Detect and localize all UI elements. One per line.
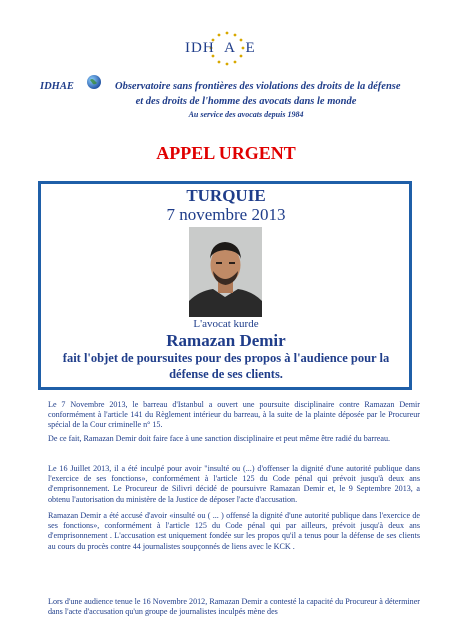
- idhae-logo: [180, 30, 275, 68]
- header-tagline: Au service des avocats depuis 1984: [188, 110, 304, 119]
- paragraph-1: Le 7 Novembre 2013, le barreau d'Istanbul a ouvert une poursuite disciplinaire contre Ramazan Demir conformément à l'article 141 du Règlement intérieur du barreau, à la suite de la plainte déposée par le Procureur spécial de la Cour criminelle n° 15.: [48, 400, 420, 430]
- paragraph-2: De ce fait, Ramazan Demir doit faire face à une sanction disciplinaire et peut même être radié du barreau.: [48, 434, 391, 443]
- header-line-2: et des droits de l'homme des avocats dans le monde: [135, 96, 357, 107]
- lawyer-name: Ramazan Demir: [166, 331, 286, 350]
- lawyer-role: L'avocat kurde: [193, 318, 259, 330]
- appeal-heading: APPEL URGENT: [156, 143, 296, 163]
- paragraph-4: Ramazan Demir a été accusé d'avoir «insulté ou ( ... ) offensé la dignité d'une autorité publique dans l'exercice de ses fonctions», conformément à l'article 125 du Code pénal qui par ailleurs, prévoit jusqu'à deux ans d'emprisonnement . L'accusation est uniquement fondée sur les propos qu'il a tenus pour la défense de ses clients au cours du procès contre 44 journalistes soupçonnés de liens avec le KCK .: [48, 511, 420, 551]
- paragraph-3: Le 16 Juillet 2013, il a été inculpé pour avoir "insulté ou (...) d'offenser la dignité d'une autorité publique dans l'exercice de ses fonctions», conformément à l'article 125 du Code pénal qui prévoit jusqu'à deux ans d'emprisonnement. Le Procureur de Silivri décidé de poursuivre Ramazan Demir et, le 9 Septembre 2013, a obtenu l'autorisation du ministère de la Justice de déposer l'acte d'accusation.: [48, 464, 420, 504]
- org-name: IDHAE: [40, 81, 74, 92]
- country-title: TURQUIE: [186, 186, 266, 205]
- lawyer-photo: [189, 227, 262, 317]
- document-date: 7 novembre 2013: [166, 205, 286, 224]
- logo-letters: IDH A E: [185, 40, 256, 56]
- paragraph-5: Lors d'une audience tenue le 16 Novembre 2012, Ramazan Demir a contesté la capacité du Procureur à déterminer dans l'acte d'accusation qu'un groupe de journalistes inculpés mène des: [48, 597, 420, 617]
- case-summary: fait l'objet de poursuites pour des propos à l'audience pour la défense de ses clients.: [62, 351, 390, 381]
- observatory-title: Observatoire sans frontières des violations des droits de la défense: [115, 81, 401, 92]
- globe-icon: [86, 74, 102, 90]
